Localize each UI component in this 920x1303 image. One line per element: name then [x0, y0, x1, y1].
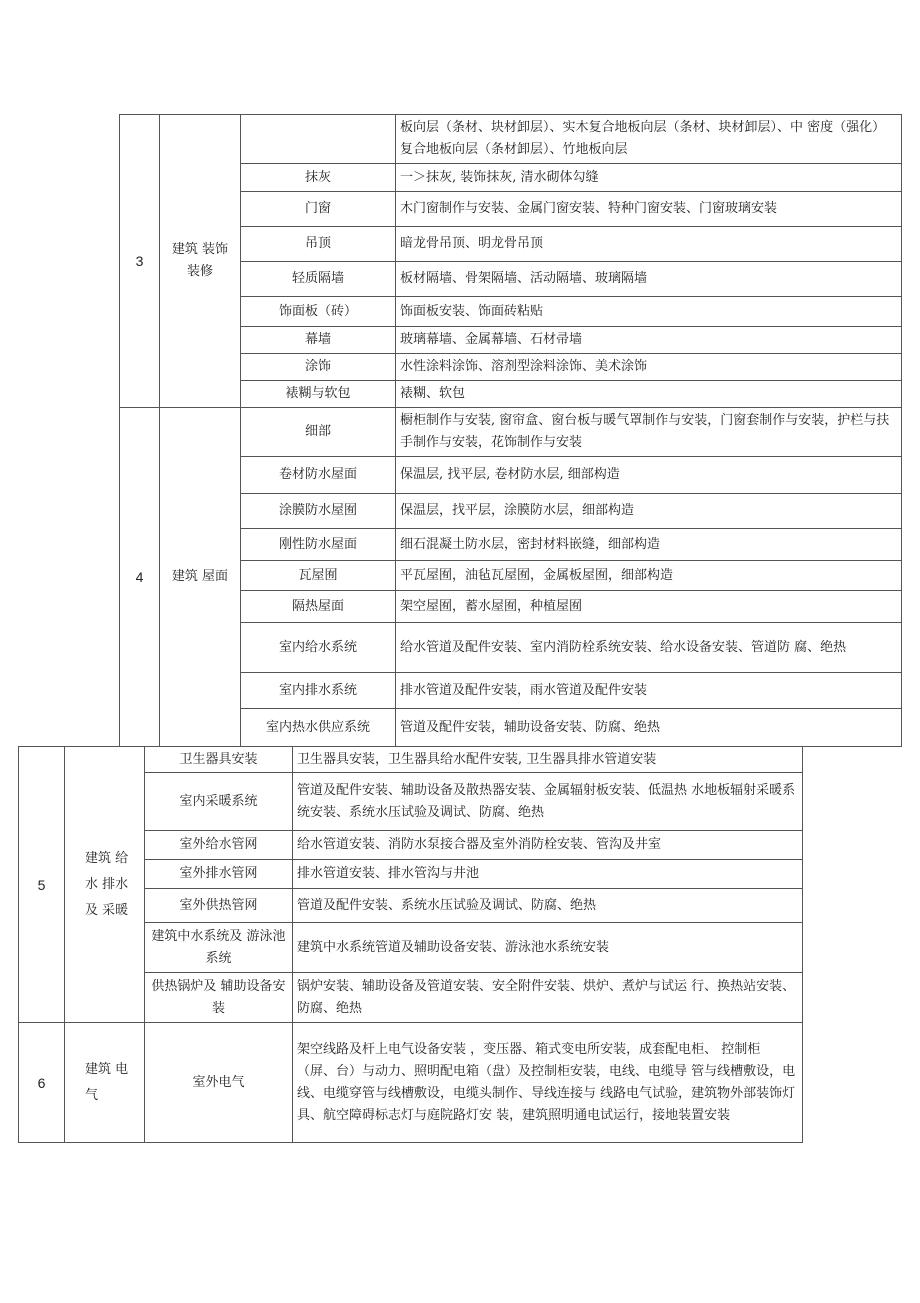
- subitem: 隔热屋面: [241, 591, 396, 623]
- item-detail: 排水管道安装、排水管沟与井池: [293, 860, 803, 889]
- subitem: 室外供热管网: [145, 889, 293, 923]
- subitem: 细部: [241, 408, 396, 457]
- subitem: [241, 115, 396, 164]
- section-3-category: 建筑 装饰 装修: [160, 115, 241, 408]
- subitem: 供热锅炉及 辅助设备安装: [145, 973, 293, 1023]
- subitem: 室内给水系统: [241, 623, 396, 673]
- subitem: 瓦屋囿: [241, 561, 396, 591]
- subitem: 涂膜防水屋囿: [241, 494, 396, 529]
- subitem: 室外排水管网: [145, 860, 293, 889]
- item-detail: 管道及配件安装、系统水压试验及调试、防腐、绝热: [293, 889, 803, 923]
- subitem: 饰面板（砖）: [241, 297, 396, 327]
- item-detail: 饰面板安装、饰面砖粘贴: [396, 297, 902, 327]
- item-detail: 橱柜制作与安装, 窗帘盒、窗台板与暖气罩制作与安装，门窗套制作与安装，护栏与扶手制作与安装，花饰制作与安装: [396, 408, 902, 457]
- item-detail: 给水管道及配件安装、室内消防栓系统安装、给水设备安装、管道防 腐、绝热: [396, 623, 902, 673]
- item-detail: 板向层（条材、块材卸层）、实木复合地板向层（条材、块材卸层）、中 密度（强化）复合地板向层（条材卸层）、竹地板向层: [396, 115, 902, 164]
- subitem: 建筑中水系统及 游泳池系统: [145, 923, 293, 973]
- subitem: 室外给水管网: [145, 831, 293, 860]
- subitem: 刚性防水屋面: [241, 529, 396, 561]
- item-detail: 排水管道及配件安装，雨水管道及配件安装: [396, 673, 902, 709]
- item-detail: 管道及配件安装，辅助设备安装、防腐、绝热: [396, 709, 902, 747]
- subitem: 室内热水供应系统: [241, 709, 396, 747]
- item-detail: 管道及配件安装、辅助设备及散热器安装、金属辐射板安装、低温热 水地板辐射采暖系统安装、系统水压试验及调试、防腐、绝热: [293, 773, 803, 831]
- item-detail: 保温层，找平层，涂膜防水层，细部构造: [396, 494, 902, 529]
- section-4-category: 建筑 屋面: [160, 408, 241, 747]
- item-detail: 板材隔墙、骨架隔墙、活动隔墙、玻璃隔墙: [396, 262, 902, 297]
- section-6-number: 6: [19, 1023, 65, 1143]
- item-detail: 暗龙骨吊顶、明龙骨吊顶: [396, 227, 902, 262]
- item-detail: 玻璃幕墙、金属幕墙、石材帚墙: [396, 327, 902, 354]
- section-5-number: 5: [19, 747, 65, 1023]
- subitem: 室内排水系统: [241, 673, 396, 709]
- item-detail: 卫生器具安装，卫生器具给水配件安装, 卫生器具排水管道安装: [293, 747, 803, 773]
- item-detail: 一＞抹灰, 装饰抹灰, 清水砌体勾缝: [396, 164, 902, 192]
- subitem: 卷材防水屋面: [241, 457, 396, 494]
- subitem: 卫生器具安装: [145, 747, 293, 773]
- item-detail: 细石混凝土防水层，密封材料嵌缝，细部构造: [396, 529, 902, 561]
- item-detail: 保温层, 找平层, 卷材防水层, 细部构造: [396, 457, 902, 494]
- section-4-number: 4: [120, 408, 160, 747]
- subitem: 吊顶: [241, 227, 396, 262]
- item-detail: 木门窗制作与安装、金属门窗安装、特种门窗安装、门窗玻璃安装: [396, 192, 902, 227]
- item-detail: 建筑中水系统管道及辅助设备安装、游泳池水系统安装: [293, 923, 803, 973]
- subitem: 室外电气: [145, 1023, 293, 1143]
- subitem: 轻质隔墙: [241, 262, 396, 297]
- subitem: 幕墙: [241, 327, 396, 354]
- item-detail: 平瓦屋囿，油毡瓦屋囿，金属板屋囿，细部构造: [396, 561, 902, 591]
- upper-table: [119, 114, 902, 747]
- item-detail: 架空屋囿，蓄水屋囿，种植屋囿: [396, 591, 902, 623]
- item-detail: 给水管道安装、消防水泵接合器及室外消防栓安装、管沟及井室: [293, 831, 803, 860]
- section-3-number: 3: [120, 115, 160, 408]
- subitem: 裱糊与软包: [241, 381, 396, 408]
- subitem: 门窗: [241, 192, 396, 227]
- subitem: 室内采暖系统: [145, 773, 293, 831]
- item-detail: 裱糊、软包: [396, 381, 902, 408]
- section-5-category: 建筑 给 水 排水 及 采暖: [65, 747, 145, 1023]
- subitem: 抹灰: [241, 164, 396, 192]
- subitem: 涂饰: [241, 354, 396, 381]
- lower-table: [18, 746, 803, 1143]
- item-detail: 锅炉安装、辅助设备及管道安装、安全附件安装、烘炉、煮炉与试运 行、换热站安装、防腐、绝热: [293, 973, 803, 1023]
- item-detail: 水性涂料涂饰、溶剂型涂料涂饰、美术涂饰: [396, 354, 902, 381]
- item-detail: 架空线路及杆上电气设备安装 ，变压器、箱式变电所安装，成套配电柜、 控制柜（屏、台）与动力、照明配电箱（盘）及控制柜安装，电线、电缆导 管与线槽敷设，电线、电缆穿管与线槽敷设，电缆头制作、导线连接与 线路电气试验，建筑物外部装饰灯具、航空障碍标志灯与庭院路灯安 装，建筑照明通电试运行，接地装置安装: [293, 1023, 803, 1143]
- section-6-category: 建筑 电 气: [65, 1023, 145, 1143]
